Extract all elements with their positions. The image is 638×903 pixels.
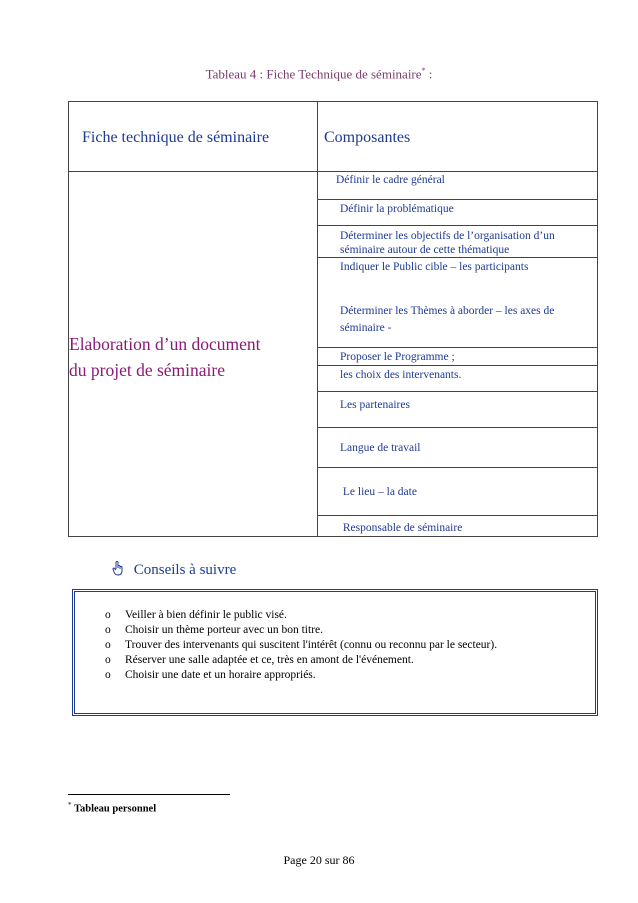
footnote bbox=[68, 801, 156, 815]
component-text: Les partenaires bbox=[340, 399, 410, 411]
conseils-list bbox=[105, 608, 497, 683]
list-item bbox=[105, 653, 497, 668]
footnote-separator bbox=[68, 794, 230, 795]
header-cell-right bbox=[318, 102, 597, 172]
page-number: Page 20 sur 86 bbox=[283, 853, 355, 867]
row-label-line-1: Elaboration d’un document bbox=[69, 334, 261, 354]
list-item-text: Réserver une salle adaptée et ce, très en amont de l'événement. bbox=[125, 654, 414, 666]
list-item-text: Trouver des intervenants qui suscitent l'intérêt (connu ou reconnu par le secteur). bbox=[125, 639, 498, 651]
component-text: séminaire - bbox=[340, 322, 392, 334]
conseils-heading bbox=[112, 561, 236, 579]
component-cell bbox=[318, 172, 597, 200]
component-cell bbox=[318, 200, 597, 226]
component-text: les choix des intervenants. bbox=[340, 369, 462, 381]
component-cell bbox=[318, 468, 597, 516]
component-text: Proposer le Programme ; bbox=[340, 351, 455, 363]
list-item-text: Choisir une date et un horaire appropriés. bbox=[125, 669, 316, 681]
header-left-text: Fiche technique de séminaire bbox=[82, 129, 270, 146]
bullet: o bbox=[105, 654, 111, 666]
header-cell-left bbox=[69, 102, 318, 172]
list-item bbox=[105, 608, 497, 623]
component-cell bbox=[318, 348, 597, 366]
list-item bbox=[105, 638, 497, 653]
component-text: Langue de travail bbox=[340, 442, 421, 454]
bullet: o bbox=[105, 624, 111, 636]
list-item bbox=[105, 668, 497, 683]
component-cell bbox=[318, 366, 597, 392]
component-text: Définir la problématique bbox=[340, 203, 454, 215]
component-cell bbox=[318, 226, 597, 258]
component-cell bbox=[318, 392, 597, 428]
conseils-box bbox=[72, 589, 598, 716]
row-label bbox=[69, 331, 318, 383]
component-cell bbox=[318, 428, 597, 468]
list-item-text: Choisir un thème porteur avec un bon titre. bbox=[125, 624, 324, 636]
bullet: o bbox=[105, 609, 111, 621]
bullet: o bbox=[105, 639, 111, 651]
list-item bbox=[105, 623, 497, 638]
component-text: Indiquer le Public cible – les participants bbox=[340, 261, 529, 273]
caption-text: Tableau 4 : Fiche Technique de séminaire bbox=[205, 66, 422, 82]
component-text: Déterminer les objectifs de l’organisation d’un bbox=[340, 230, 555, 242]
component-text: séminaire autour de cette thématique bbox=[340, 244, 510, 256]
component-text: Définir le cadre général bbox=[336, 174, 445, 186]
footnote-text: Tableau personnel bbox=[73, 803, 157, 815]
hand-pointer-icon bbox=[112, 562, 128, 578]
fiche-technique-table bbox=[68, 101, 598, 537]
component-text: Responsable de séminaire bbox=[340, 522, 463, 534]
conseils-title: Conseils à suivre bbox=[133, 562, 237, 578]
component-cell bbox=[318, 258, 597, 348]
footnote-mark: * bbox=[68, 801, 72, 809]
header-right-text: Composantes bbox=[324, 129, 411, 146]
components-column bbox=[318, 172, 597, 536]
component-cell bbox=[318, 516, 597, 538]
bullet: o bbox=[105, 669, 111, 681]
caption-footnote-mark: * bbox=[421, 66, 426, 75]
row-label-line-2: du projet de séminaire bbox=[69, 360, 225, 380]
component-text: Déterminer les Thèmes à aborder – les axes de bbox=[340, 305, 555, 317]
component-text: Le lieu – la date bbox=[340, 486, 417, 498]
list-item-text: Veiller à bien définir le public visé. bbox=[125, 609, 287, 621]
table-caption bbox=[0, 66, 638, 82]
caption-suffix: : bbox=[425, 66, 433, 82]
row-label-cell bbox=[69, 172, 318, 536]
